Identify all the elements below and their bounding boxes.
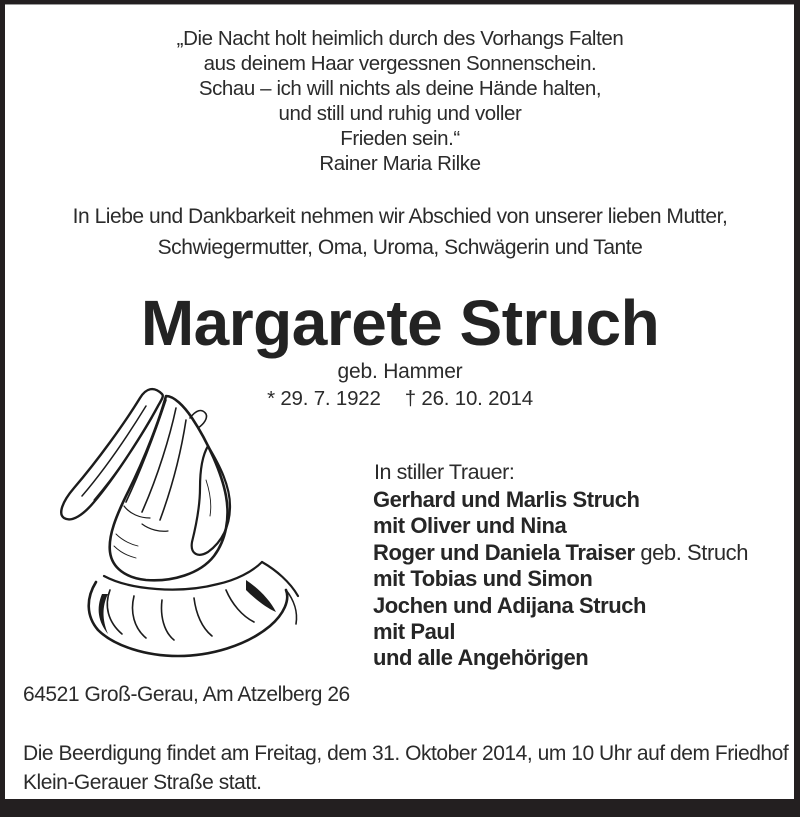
frame-bottom-border <box>0 799 800 817</box>
poem-line: aus deinem Haar vergessnen Sonnenschein. <box>203 52 597 75</box>
introduction-line: In Liebe und Dankbarkeit nehmen wir Abschied von unserer lieben Mutter, <box>72 205 728 228</box>
death-date: † 26. 10. 2014 <box>404 387 533 410</box>
maiden-name: geb. Hammer <box>337 360 463 383</box>
funeral-line: Klein-Gerauer Straße statt. <box>23 771 262 794</box>
mourner-name: Roger und Daniela Traiser <box>373 539 635 565</box>
mourning-label: In stiller Trauer: <box>374 460 515 484</box>
poem-attribution: Rainer Maria Rilke <box>319 152 481 175</box>
deceased-name: Margarete Struch <box>140 287 660 359</box>
mourner-name: Gerhard und Marlis Struch <box>373 487 640 512</box>
mourner-name: mit Paul <box>373 619 456 645</box>
poem <box>0 26 800 176</box>
funeral-info <box>23 739 788 797</box>
mourner-name: mit Tobias und Simon <box>373 566 593 592</box>
frame-top-border <box>0 0 800 5</box>
poem-line: „Die Nacht holt heimlich durch des Vorhangs Falten <box>176 27 624 50</box>
praying-hands-icon <box>50 384 306 668</box>
mourner-name: und alle Angehörigen <box>373 645 589 671</box>
poem-line: Schau – ich will nichts als deine Hände halten, <box>198 77 602 100</box>
mourner-suffix: geb. Struch <box>634 539 748 565</box>
funeral-line: Die Beerdigung findet am Freitag, dem 31. Oktober 2014, um 10 Uhr auf dem Friedhof <box>23 742 789 765</box>
birth-date: * 29. 7. 1922 <box>267 387 381 410</box>
mourner-row <box>373 487 748 513</box>
mourner-row <box>373 619 748 645</box>
address-line: 64521 Groß-Gerau, Am Atzelberg 26 <box>23 683 350 706</box>
poem-line: und still und ruhig und voller <box>278 102 522 125</box>
introduction <box>0 201 800 263</box>
mourner-name: mit Oliver und Nina <box>373 513 567 539</box>
poem-line: Frieden sein.“ <box>340 127 460 150</box>
mourner-row <box>373 645 748 671</box>
mourner-name: Jochen und Adijana Struch <box>373 592 646 618</box>
mourning-list <box>373 487 748 672</box>
mourner-row <box>373 566 748 592</box>
mourner-row <box>373 540 748 566</box>
introduction-line: Schwiegermutter, Oma, Uroma, Schwägerin und Tante <box>157 236 643 259</box>
mourner-row <box>373 513 748 539</box>
mourner-row <box>373 593 748 619</box>
